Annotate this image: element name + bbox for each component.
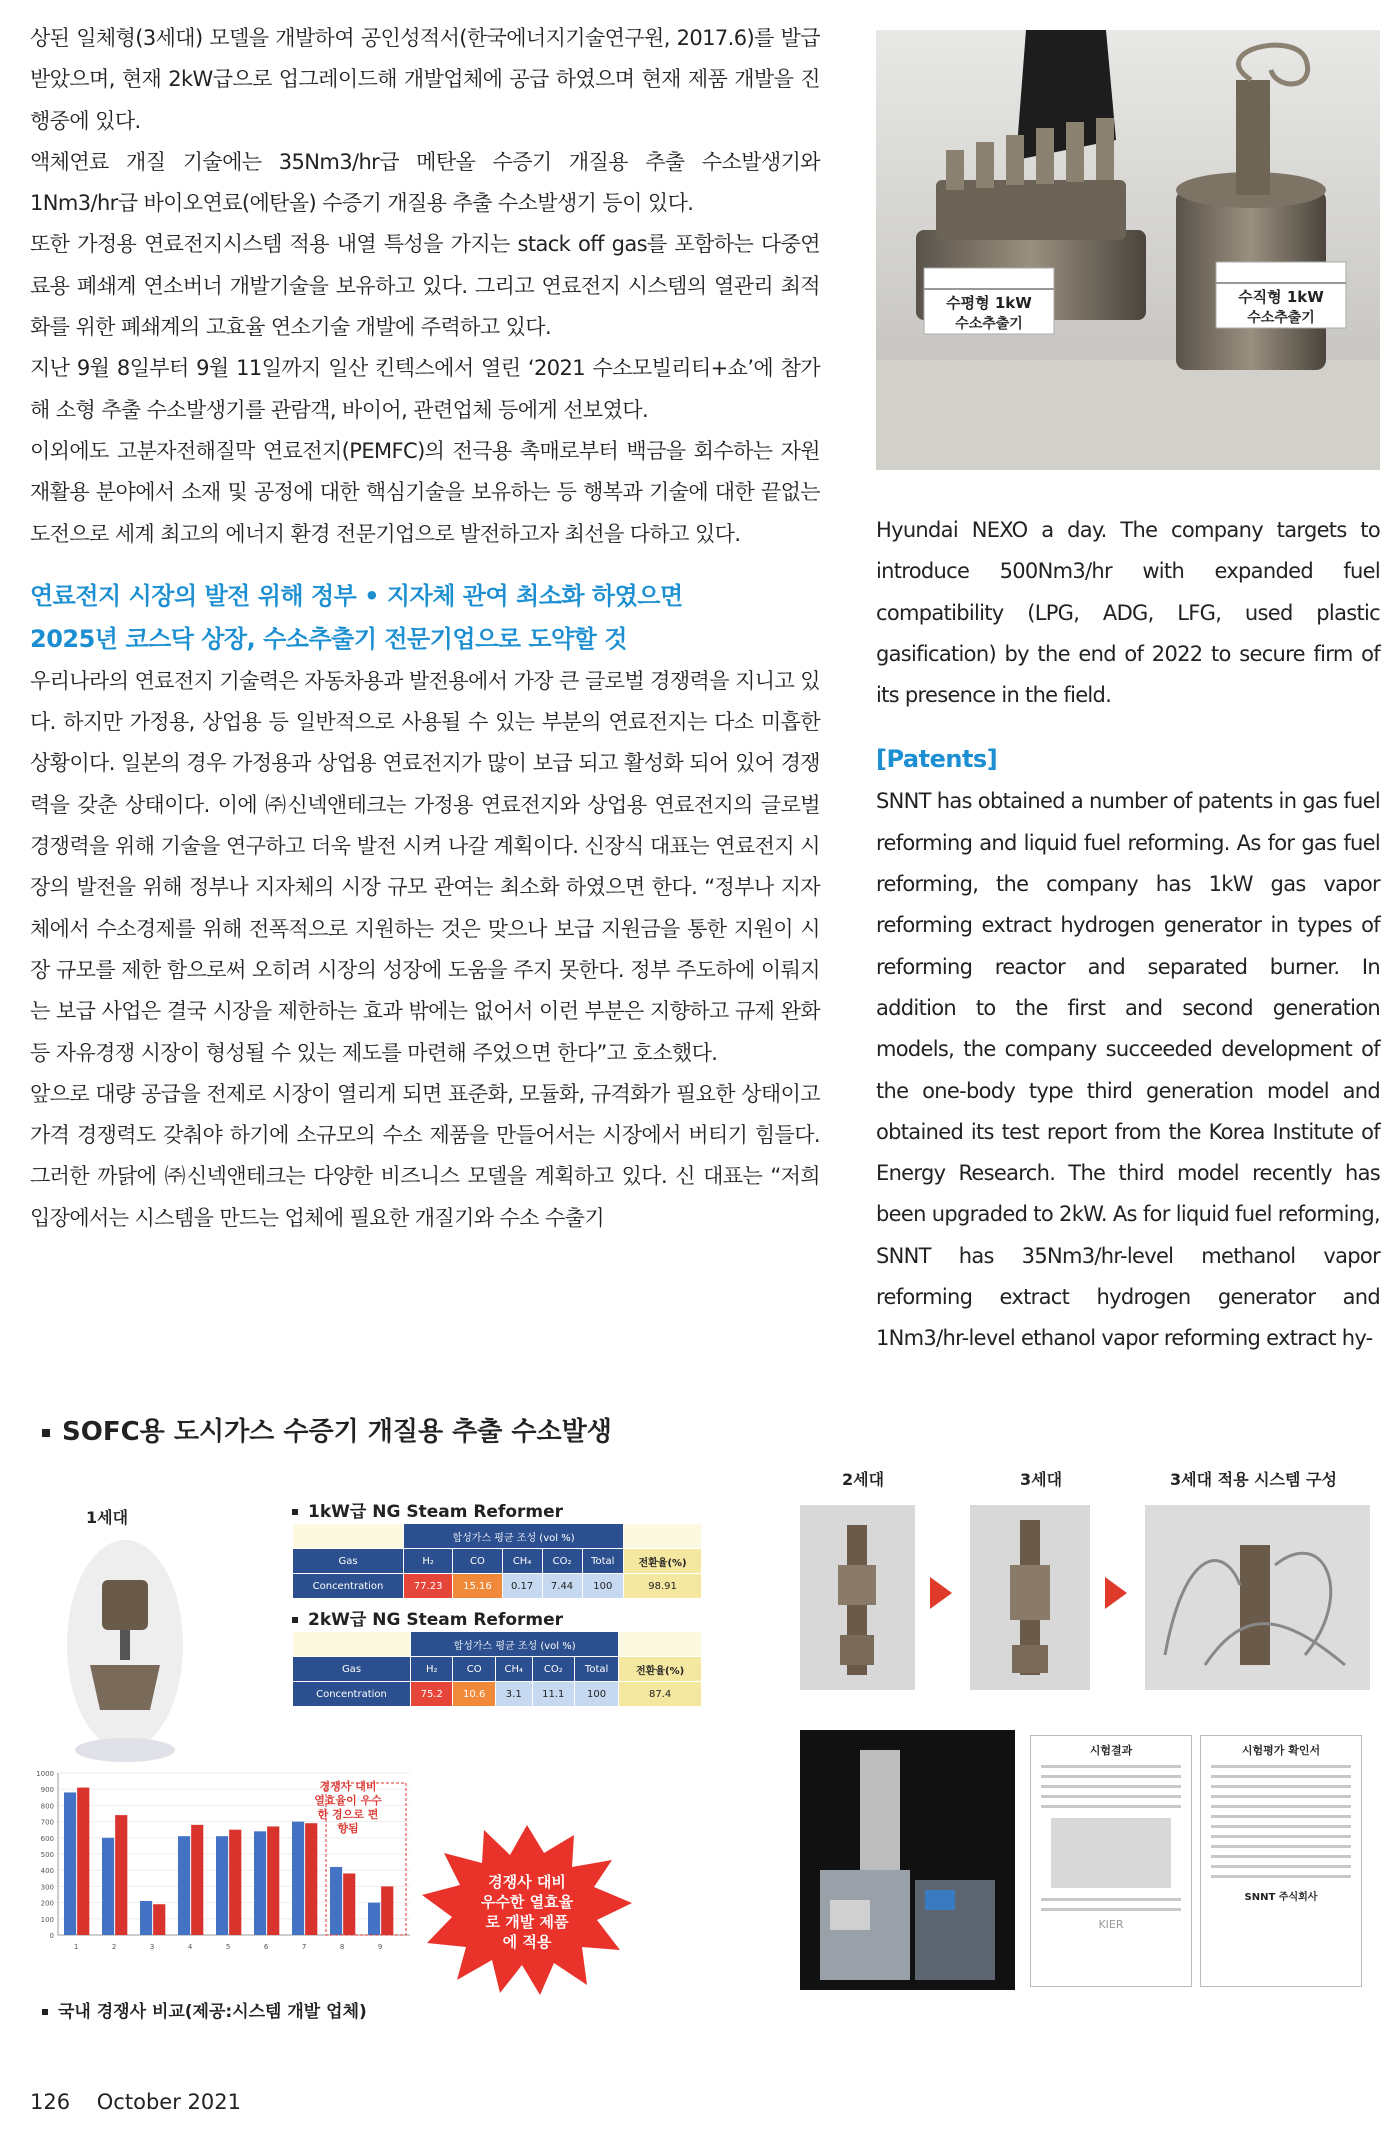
y-tick-label: 500 bbox=[40, 1851, 54, 1859]
left-paragraph-6: 우리나라의 연료전지 기술력은 자동차용과 발전용에서 가장 큰 글로벌 경쟁력을 지니고 있다. 하지만 가정용, 상업용 등 일반적으로 사용될 수 있는 부분의 연료전지는 다소 미흡한 상황이다. 일본의 경우 가정용과 상업용 연료전지가 많이 보급 되고 활성화 되어 있어 경쟁력을 갖춘 상태이다. 이에 ㈜신넥앤테크는 가정용 연료전지와 상업용 연료전지의 글로벌 경쟁력을 위해 기술을 연구하고 더욱 발전 시켜 나갈 계획이다. 신장식 대표는 연료전지 시장의 발전을 위해 정부나 지자체의 시장 규모 관여는 최소화 하였으면 한다. “정부나 지자체에서 수소경제를 위해 전폭적으로 지원하는 것은 맞으나 보급 지원금을 통한 지원이 시장 규모를 제한 함으로써 오히려 시장의 성장에 도움을 주지 못한다. 정부 주도하에 이뤄지는 보급 사업은 결국 시장을 제한하는 효과 밖에는 없어서 이런 부분은 지향하고 규제 완화 등 자유경쟁 시장이 형성될 수 있는 제도를 마련해 주었으면 한다”고 호소했다. bbox=[30, 668, 820, 1065]
gen2-label: 2세대 bbox=[842, 1470, 885, 1489]
table1-col-total: Total bbox=[582, 1549, 624, 1574]
x-tick-label: 2 bbox=[111, 1943, 117, 1951]
table2-ch4: 3.1 bbox=[495, 1682, 532, 1707]
table1-title: 1kW급 NG Steam Reformer bbox=[292, 1497, 563, 1522]
y-tick-label: 700 bbox=[40, 1818, 54, 1827]
table2-h2: 75.2 bbox=[410, 1682, 452, 1707]
label-card-horizontal bbox=[924, 268, 1054, 334]
gen2-reformer-image bbox=[800, 1505, 915, 1690]
bar-series2-4 bbox=[191, 1825, 203, 1935]
bar-series1-6 bbox=[254, 1831, 266, 1935]
figure-caption bbox=[42, 1997, 367, 2022]
x-tick-label: 7 bbox=[301, 1943, 307, 1951]
x-tick-label: 6 bbox=[263, 1943, 269, 1951]
page-footer bbox=[30, 2090, 261, 2114]
bar-series1-9 bbox=[368, 1903, 380, 1935]
y-tick-label: 400 bbox=[40, 1867, 54, 1876]
x-tick-label: 5 bbox=[225, 1943, 231, 1951]
label-vertical-line-2: 수소추출기 bbox=[1247, 310, 1315, 326]
gen3-label: 3세대 bbox=[1020, 1470, 1063, 1489]
burst-line-1: 경쟁사 대비 bbox=[488, 1873, 566, 1891]
page-number: 126 bbox=[30, 2090, 71, 2114]
bar-series2-2 bbox=[115, 1815, 127, 1935]
left-column bbox=[30, 18, 820, 1239]
table1-co2: 7.44 bbox=[542, 1574, 582, 1599]
y-tick-label: 300 bbox=[40, 1883, 54, 1892]
x-tick-label: 4 bbox=[187, 1943, 193, 1951]
gen1-reformer-image bbox=[60, 1535, 190, 1765]
table1-h2: 77.23 bbox=[404, 1574, 453, 1599]
bar-series2-5 bbox=[229, 1830, 241, 1935]
arrow-gen2-to-gen3 bbox=[930, 1577, 952, 1609]
test-station-image bbox=[800, 1730, 1015, 1990]
table2-total: 100 bbox=[575, 1682, 619, 1707]
product-photo bbox=[876, 30, 1380, 470]
burst-line-3: 로 개발 제품 bbox=[485, 1913, 569, 1931]
table2-col-co2: CO₂ bbox=[532, 1657, 574, 1682]
bar-series1-1 bbox=[64, 1792, 76, 1935]
left-paragraph-5: 이외에도 고분자전해질막 연료전지(PEMFC)의 전극용 촉매로부터 백금을 회수하는 자원 재활용 분야에서 소재 및 공정에 대한 핵심기술을 보유하는 등 행복과 기술에 대한 끝없는 도전으로 세계 최고의 에너지 환경 전문기업으로 발전하고자 최선을 다하고 있다. bbox=[30, 438, 820, 546]
left-paragraph-4: 지난 9월 8일부터 9월 11일까지 일산 킨텍스에서 열린 ‘2021 수소모빌리티+쇼’에 참가해 소형 추출 수소발생기를 관람객, 바이어, 관련업체 등에게 선보였다. bbox=[30, 356, 820, 422]
y-tick-label: 600 bbox=[40, 1834, 54, 1843]
table1-col-ch4: CH₄ bbox=[502, 1549, 542, 1574]
table1-col-co: CO bbox=[453, 1549, 502, 1574]
y-tick-label: 900 bbox=[40, 1786, 54, 1795]
table1-col-gas: Gas bbox=[293, 1549, 404, 1574]
table1-header-group: 합성가스 평균 조성 (vol %) bbox=[404, 1524, 624, 1549]
label-horizontal-line-1: 수평형 1kW bbox=[946, 294, 1032, 312]
bar-series1-3 bbox=[140, 1901, 152, 1935]
bar-series2-3 bbox=[153, 1904, 165, 1935]
table2-row-label: Concentration bbox=[293, 1682, 411, 1707]
issue-date: October 2021 bbox=[96, 2090, 241, 2114]
y-tick-label: 200 bbox=[40, 1899, 54, 1908]
table1-col-co2: CO₂ bbox=[542, 1549, 582, 1574]
table2-co2: 11.1 bbox=[532, 1682, 574, 1707]
bar-series2-6 bbox=[267, 1826, 279, 1935]
bar-series2-9 bbox=[381, 1886, 393, 1935]
test-evaluation-document bbox=[1200, 1735, 1362, 1987]
x-tick-label: 1 bbox=[73, 1943, 79, 1951]
section-heading-line-1: 연료전지 시장의 발전 위해 정부 • 지자체 관여 최소화 하였으면 bbox=[30, 581, 683, 610]
arrow-gen3-to-system bbox=[1105, 1577, 1127, 1609]
table2-col-total: Total bbox=[575, 1657, 619, 1682]
patents-heading: [Patents] bbox=[876, 745, 998, 774]
bar-series1-8 bbox=[330, 1867, 342, 1935]
table2-conv: 87.4 bbox=[619, 1682, 702, 1707]
table2 bbox=[292, 1631, 702, 1707]
y-tick-label: 0 bbox=[49, 1932, 54, 1940]
gen1-label: 1세대 bbox=[86, 1508, 129, 1527]
test-report-document bbox=[1030, 1735, 1192, 1987]
table1-col-h2: H₂ bbox=[404, 1549, 453, 1574]
highlight-burst bbox=[422, 1825, 632, 1995]
bar-series2-1 bbox=[77, 1788, 89, 1935]
table2-col-ch4: CH₄ bbox=[495, 1657, 532, 1682]
left-paragraph-1: 상된 일체형(3세대) 모델을 개발하여 공인성적서(한국에너지기술연구원, 2017.6)를 발급 받았으며, 현재 2kW급으로 업그레이드해 개발업체에 공급 하였으며 현재 제품 개발을 진행중에 있다. bbox=[30, 26, 820, 133]
right-column bbox=[876, 510, 1380, 1360]
gen3-system-label: 3세대 적용 시스템 구성 bbox=[1170, 1470, 1337, 1489]
table1-conv: 98.91 bbox=[624, 1574, 702, 1599]
bar-series2-8 bbox=[343, 1873, 355, 1935]
table2-header-group: 합성가스 평균 조성 (vol %) bbox=[410, 1632, 618, 1657]
section-heading bbox=[30, 575, 820, 661]
test-report-title: 시험결과 bbox=[1089, 1744, 1133, 1757]
table1-row-label: Concentration bbox=[293, 1574, 404, 1599]
bar-series1-5 bbox=[216, 1836, 228, 1935]
figure-title: SOFC용 도시가스 수증기 개질용 추출 수소발생 bbox=[42, 1411, 612, 1448]
x-tick-label: 9 bbox=[377, 1943, 383, 1951]
label-horizontal-line-2: 수소추출기 bbox=[955, 316, 1023, 332]
bar-series2-7 bbox=[305, 1823, 317, 1935]
table2-col-gas: Gas bbox=[293, 1657, 411, 1682]
gen3-system-image bbox=[1145, 1505, 1370, 1690]
left-paragraph-7: 앞으로 대량 공급을 전제로 시장이 열리게 되면 표준화, 모듈화, 규격화가 필요한 상태이고 가격 경쟁력도 갖춰야 하기에 소규모의 수소 제품을 만들어서는 시장에서 버티기 힘들다. 그러한 까닭에 ㈜신넥앤테크는 다양한 비즈니스 모델을 계획하고 있다. 신 대표는 “저희 입장에서는 시스템을 만드는 업체에 필요한 개질기와 수소 수출기 bbox=[30, 1081, 820, 1230]
right-paragraph-2: SNNT has obtained a number of patents in gas fuel reforming and liquid fuel reforming. As for gas fuel reforming, the company has 1kW gas vapor reforming extract hydrogen generator in types of reforming reactor and separated burner. In addition to the first and second generation models, the company succeeded development of the one-body type third generation model and obtained its test report from the Korea Institute of Energy Research. The third model recently has been upgraded to 2kW. As for liquid fuel reforming, SNNT has 35Nm3/hr-level methanol vapor reforming extract hydrogen generator and 1Nm3/hr-level ethanol vapor reforming extract hy- bbox=[876, 789, 1380, 1351]
x-tick-label: 3 bbox=[149, 1943, 155, 1951]
burst-line-2: 우수한 열효율 bbox=[480, 1893, 574, 1911]
product-photo-illustration bbox=[876, 30, 1380, 470]
table2-col-co: CO bbox=[453, 1657, 495, 1682]
burst-line-4: 에 적용 bbox=[502, 1933, 552, 1951]
table2-col-conv: 전환율(%) bbox=[619, 1657, 702, 1682]
table2-col-h2: H₂ bbox=[410, 1657, 452, 1682]
test-evaluation-title: 시험평가 확인서 bbox=[1241, 1744, 1321, 1757]
table1-ch4: 0.17 bbox=[502, 1574, 542, 1599]
gen3-reformer-image bbox=[970, 1505, 1090, 1690]
table1 bbox=[292, 1523, 702, 1599]
bar-series1-7 bbox=[292, 1822, 304, 1935]
table1-col-conv: 전환율(%) bbox=[624, 1549, 702, 1574]
table2-title: 2kW급 NG Steam Reformer bbox=[292, 1605, 563, 1630]
y-tick-label: 1000 bbox=[36, 1770, 54, 1778]
bar-series1-2 bbox=[102, 1838, 114, 1935]
left-paragraph-3: 또한 가정용 연료전지시스템 적용 내열 특성을 가지는 stack off gas를 포함하는 다중연료용 폐쇄계 연소버너 개발기술을 보유하고 있다. 그리고 연료전지 시스템의 열관리 최적화를 위한 폐쇄계의 고효율 연소기술 개발에 주력하고 있다. bbox=[30, 232, 820, 340]
table1-co: 15.16 bbox=[453, 1574, 502, 1599]
table2-co: 10.6 bbox=[453, 1682, 495, 1707]
bar-series1-4 bbox=[178, 1836, 190, 1935]
y-tick-label: 100 bbox=[40, 1915, 54, 1924]
chart-note: 경쟁사 대비 열효율이 우수한 경으로 편향됨 bbox=[314, 1780, 382, 1835]
test-evaluation-logo: SNNT 주식회사 bbox=[1244, 1892, 1318, 1903]
label-card-vertical bbox=[1216, 262, 1346, 328]
left-paragraph-2: 액체연료 개질 기술에는 35Nm3/hr급 메탄올 수증기 개질용 추출 수소발생기와 1Nm3/hr급 바이오연료(에탄올) 수증기 개질용 추출 수소발생기 등이 있다. bbox=[30, 149, 820, 216]
label-vertical-line-1: 수직형 1kW bbox=[1238, 288, 1324, 306]
right-paragraph-1: Hyundai NEXO a day. The company targets to introduce 500Nm3/hr with expanded fuel compatibility (LPG, ADG, LFG, used plastic gasification) by the end of 2022 to secure firm of its presence in the field. bbox=[876, 518, 1380, 708]
test-report-stamp: KIER bbox=[1098, 1918, 1124, 1931]
table1-total: 100 bbox=[582, 1574, 624, 1599]
section-heading-line-2: 2025년 코스닥 상장, 수소추출기 전문기업으로 도약할 것 bbox=[30, 624, 627, 653]
figure-caption-text: 국내 경쟁사 비교(제공:시스템 개발 업체) bbox=[58, 2002, 367, 2022]
y-tick-label: 800 bbox=[40, 1802, 54, 1811]
x-tick-label: 8 bbox=[339, 1943, 345, 1951]
figure-block bbox=[30, 1405, 1380, 2030]
